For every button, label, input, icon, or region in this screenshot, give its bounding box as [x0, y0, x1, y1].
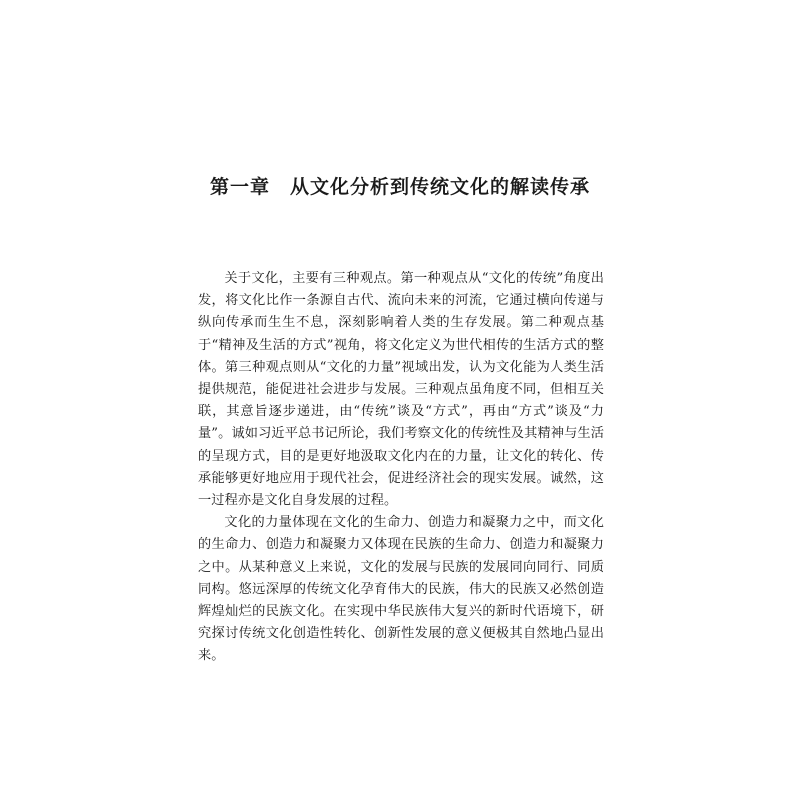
- body-paragraph-2: 文化的力量体现在文化的生命力、创造力和凝聚力之中，而文化的生命力、创造力和凝聚力又体现在民族的生命力、创造力和凝聚力之中。从某种意义上来说，文化的发展与民族的发展同向同行、同质同构。悠远深厚的传统文化孕育伟大的民族，伟大的民族又必然创造辉煌灿烂的民族文化。在实现中华民族伟大复兴的新时代语境下，研究探讨传统文化创造性转化、创新性发展的意义便极其自然地凸显出来。: [198, 515, 604, 664]
- body-paragraph-1: 关于文化，主要有三种观点。第一种观点从“文化的传统”角度出发，将文化比作一条源自古代、流向未来的河流，它通过横向传递与纵向传承而生生不息，深刻影响着人类的生存发展。第二种观点基于“精神及生活的方式”视角，将文化定义为世代相传的生活方式的整体。第三种观点则从“文化的力量”视域出发，认为文化能为人类生活提供规范，能促进社会进步与发展。三种观点虽角度不同，但相互关联，其意旨逐步递进，由“传统”谈及“方式”，再由“方式”谈及“力量”。诚如习近平总书记所论，我们考察文化的传统性及其精神与生活的呈现方式，目的是更好地汲取文化内在的力量，让文化的转化、传承能够更好地应用于现代社会，促进经济社会的现实发展。诚然，这一过程亦是文化自身发展的过程。: [198, 271, 604, 509]
- chapter-body: [198, 268, 604, 668]
- chapter-title: 第一章 从文化分析到传统文化的解读传承: [209, 176, 590, 198]
